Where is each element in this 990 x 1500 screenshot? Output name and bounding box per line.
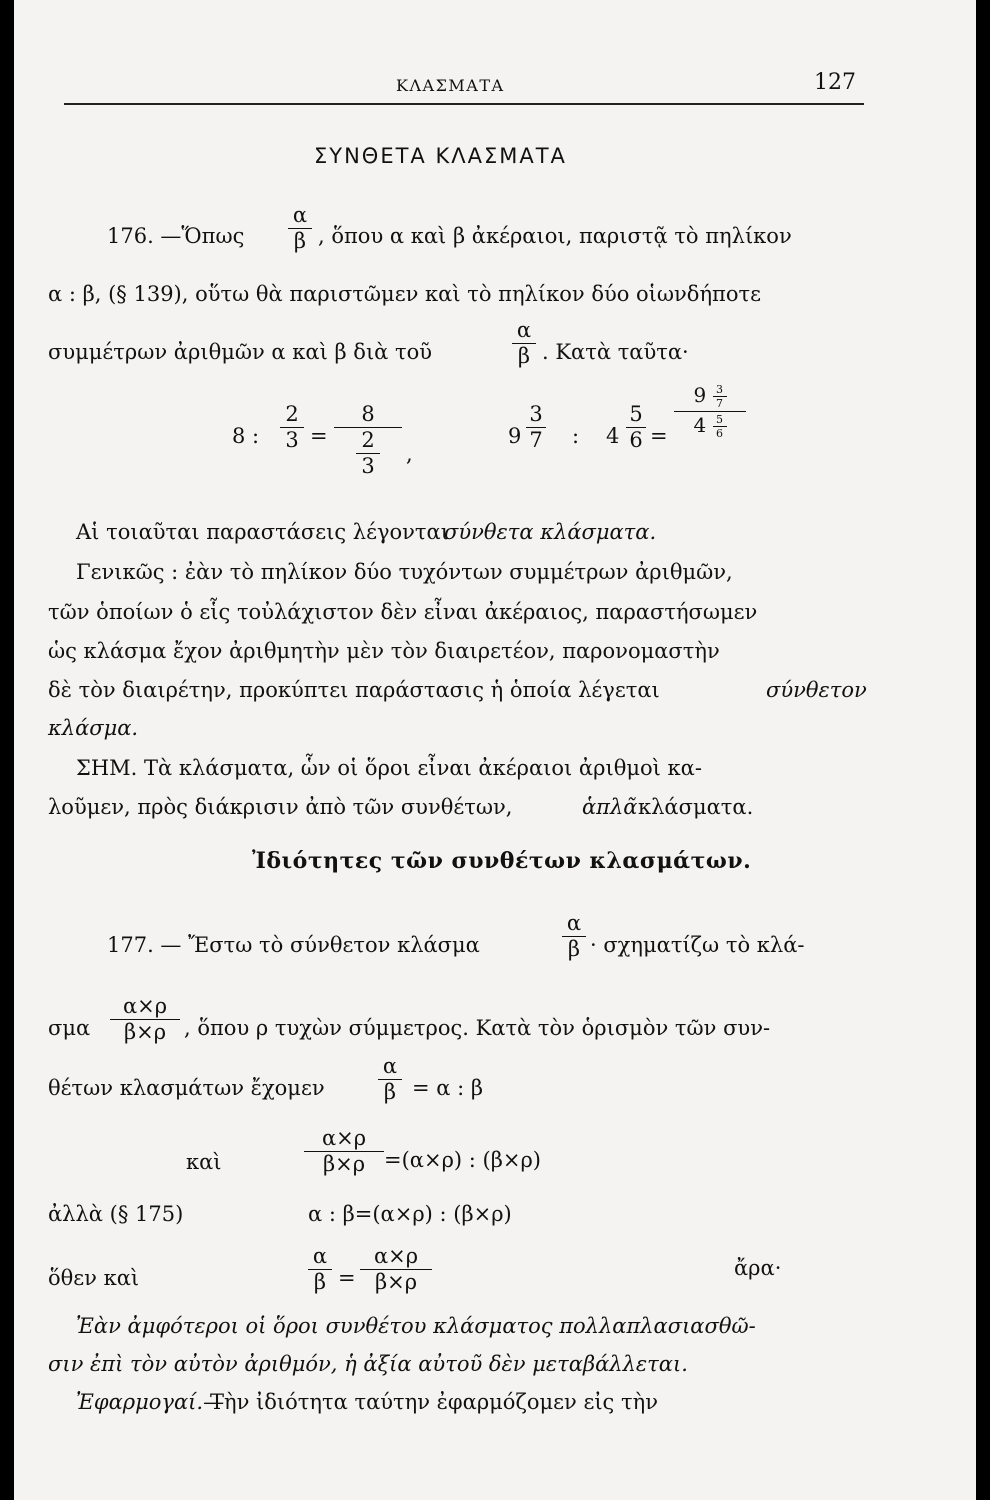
header-rule xyxy=(64,103,864,105)
general-line3: ὡς κλάσμα ἔχον ἀριθμητὴν μὲν τὸν διαιρετέον, παρονομαστὴν xyxy=(48,639,720,663)
label-othen-kai: ὅθεν καὶ xyxy=(48,1266,140,1290)
running-header-title: ΚΛΑΣΜΑΤΑ xyxy=(396,76,505,95)
numerator: 3 xyxy=(716,383,724,396)
para177-line3-end: = α : β xyxy=(412,1076,484,1100)
numerator: 2 xyxy=(361,428,375,452)
colon: : xyxy=(572,424,580,448)
general-line1: Γενικῶς : ἐὰν τὸ πηλίκον δύο τυχόντων συμμέτρων ἀριθμῶν, xyxy=(76,560,733,584)
label-alla-175: ἀλλὰ (§ 175) xyxy=(48,1202,184,1226)
theorem-line2: σιν ἐπὶ τὸν αὐτὸν ἀριθμόν, ἡ ἀξία αὐτοῦ δὲν μεταβάλλεται. xyxy=(48,1352,688,1376)
example2-whole-9: 9 xyxy=(508,424,522,448)
small-fraction-5-6 xyxy=(713,414,727,439)
para176-line3-end: . Κατὰ ταῦτα· xyxy=(542,340,689,364)
note-line2-start: λοῦμεν, πρὸς διάκρισιν ἀπὸ τῶν συνθέτων, xyxy=(48,795,513,819)
numerator: 2 xyxy=(285,402,299,426)
line-ai-toiautai: Αἱ τοιαῦται παραστάσεις λέγονται xyxy=(76,520,449,544)
example2-fraction-5-6 xyxy=(626,404,646,451)
example2-fraction-3-7 xyxy=(526,404,546,451)
numerator-whole: 9 xyxy=(693,383,707,407)
denominator: 6 xyxy=(716,427,724,440)
compound-denominator xyxy=(674,414,746,439)
example1-fraction-2-3 xyxy=(280,404,304,451)
para176-line2: α : β, (§ 139), οὕτω θὰ παριστῶμεν καὶ τὸ πηλίκον δύο οἱωνδήποτε xyxy=(48,282,761,306)
para177-line2-end: , ὅπου ρ τυχὼν σύμμετρος. Κατὰ τὸν ὁρισμὸν τῶν συν- xyxy=(184,1016,771,1040)
term-syntheton: σύνθετον xyxy=(766,678,867,702)
numerator: α×ρ xyxy=(373,1244,419,1268)
subheading-properties: Ἰδιότητες τῶν συνθέτων κλασμάτων. xyxy=(252,848,752,874)
denominator: 7 xyxy=(529,428,543,452)
inner-fraction-2-3 xyxy=(356,430,380,477)
denominator: β xyxy=(383,1080,397,1104)
example2-whole-4: 4 xyxy=(606,424,620,448)
fraction-alpha-beta xyxy=(562,913,586,960)
denominator: β xyxy=(517,344,531,368)
equals-sign: = xyxy=(338,1266,356,1290)
small-fraction-3-7 xyxy=(713,384,727,409)
numerator: 8 xyxy=(361,402,375,426)
denominator: β xyxy=(293,229,307,253)
denominator: 3 xyxy=(361,454,375,478)
equals-sign: = xyxy=(310,424,328,448)
general-line4-start: δὲ τὸν διαιρέτην, προκύπτει παράστασις ἡ ὁποία λέγεται xyxy=(48,678,660,702)
para177-line1-start: 177. — Ἔστω τὸ σύνθετον κλάσμα xyxy=(107,933,480,957)
denominator: β xyxy=(567,937,581,961)
fraction-ar-br xyxy=(304,1128,384,1175)
fraction-ar-br xyxy=(110,996,180,1043)
numerator: α xyxy=(516,318,532,342)
theorem-line1: Ἐὰν ἀμφότεροι οἱ ὅροι συνθέτου κλάσματος πολλαπλασιασθῶ- xyxy=(76,1314,756,1338)
denominator: β×ρ xyxy=(123,1020,167,1044)
numerator: α xyxy=(382,1054,398,1078)
numerator: α xyxy=(566,911,582,935)
example2-compound-fraction xyxy=(674,384,746,439)
numerator: α×ρ xyxy=(321,1126,367,1150)
term-klasma: κλάσμα. xyxy=(48,716,139,740)
numerator: 5 xyxy=(629,402,643,426)
para177-line3-start: θέτων κλασμάτων ἔχομεν xyxy=(48,1076,325,1100)
para176-line1-end: , ὅπου α καὶ β ἀκέραιοι, παριστᾷ τὸ πηλίκον xyxy=(318,224,792,248)
denominator: 3 xyxy=(285,428,299,452)
denominator: β×ρ xyxy=(322,1152,366,1176)
para176-line3-start: συμμέτρων ἀριθμῶν α καὶ β διὰ τοῦ xyxy=(48,340,433,364)
term-syntheta-klasmata: σύνθετα κλάσματα. xyxy=(444,520,657,544)
denominator: β×ρ xyxy=(374,1270,418,1294)
denominator: β xyxy=(313,1270,327,1294)
fraction-alpha-beta xyxy=(378,1056,402,1103)
equation2: α : β=(α×ρ) : (β×ρ) xyxy=(308,1202,512,1226)
numerator: α xyxy=(312,1244,328,1268)
label-ara: ἄρα· xyxy=(734,1256,782,1280)
denominator: 7 xyxy=(716,397,724,410)
equals-sign: = xyxy=(650,424,668,448)
example1-compound-fraction xyxy=(334,404,402,477)
fraction-alpha-beta xyxy=(512,320,536,367)
applications-label: Ἐφαρμογαί.— xyxy=(76,1390,225,1414)
equation1-rhs: =(α×ρ) : (β×ρ) xyxy=(384,1148,541,1172)
numerator: 5 xyxy=(716,413,724,426)
page-number: 127 xyxy=(814,70,856,95)
example1-prefix: 8 : xyxy=(232,424,260,448)
fraction-bar xyxy=(674,411,746,412)
book-page xyxy=(14,0,976,1500)
para177-line1-end: · σχηματίζω τὸ κλά- xyxy=(590,933,805,957)
compound-numerator xyxy=(674,384,746,409)
denominator-whole: 4 xyxy=(693,413,707,437)
numerator: 3 xyxy=(529,402,543,426)
applications-line: Τὴν ἰδιότητα ταύτην ἐφαρμόζομεν εἰς τὴν xyxy=(210,1390,658,1414)
section-title: ΣΥΝΘΕΤΑ ΚΛΑΣΜΑΤΑ xyxy=(314,144,567,168)
label-kai: καὶ xyxy=(186,1150,222,1174)
note-line1: ΣΗΜ. Τὰ κλάσματα, ὧν οἱ ὅροι εἶναι ἀκέραιοι ἀριθμοὶ κα- xyxy=(76,756,702,780)
para177-line2-start: σμα xyxy=(48,1016,91,1040)
numerator: α×ρ xyxy=(122,994,168,1018)
numerator: α xyxy=(292,203,308,227)
fraction-ar-br xyxy=(360,1246,432,1293)
fraction-alpha-beta xyxy=(288,205,312,252)
para176-line1-start: 176. —Ὅπως xyxy=(107,224,245,248)
general-line2: τῶν ὁποίων ὁ εἷς τοὐλάχιστον δὲν εἶναι ἀκέραιος, παραστήσωμεν xyxy=(48,600,758,624)
comma: , xyxy=(406,442,413,466)
denominator: 6 xyxy=(629,428,643,452)
fraction-alpha-beta xyxy=(308,1246,332,1293)
note-line2-end: κλάσματα. xyxy=(638,795,754,819)
term-apla: ἁπλᾶ xyxy=(582,795,638,819)
